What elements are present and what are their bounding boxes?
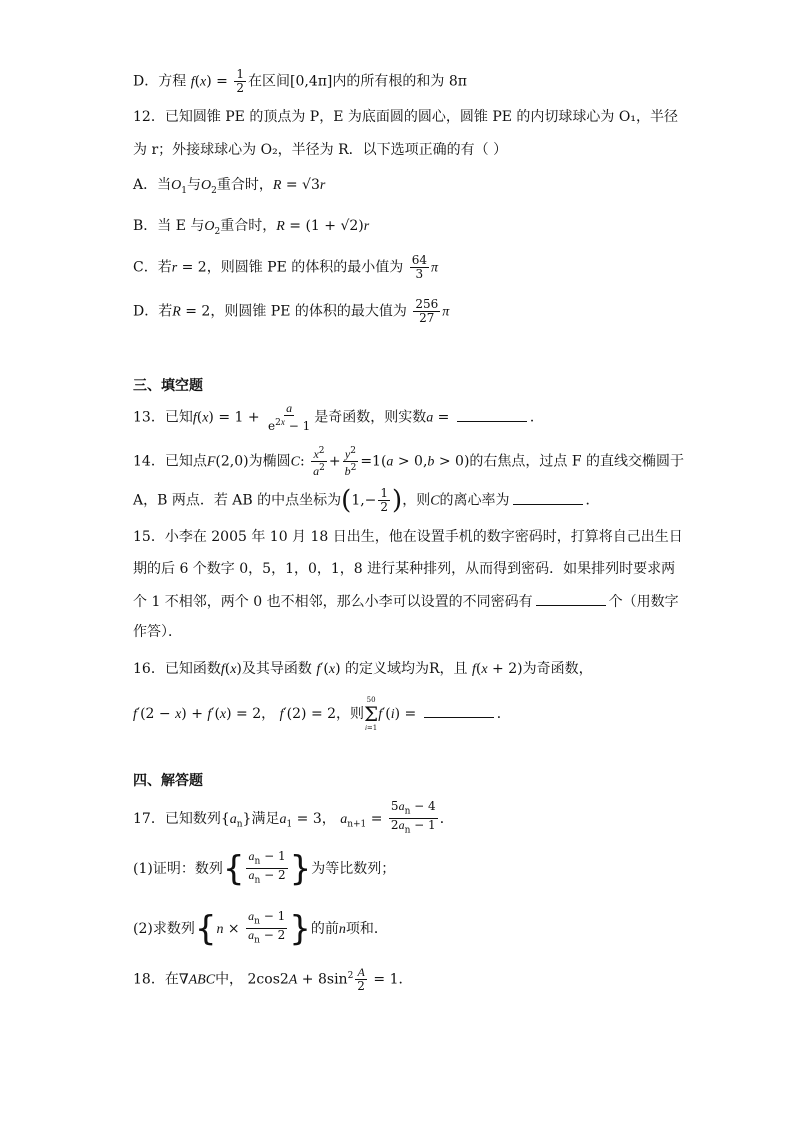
q16-answer-blank[interactable] xyxy=(424,703,494,718)
q13-answer-blank[interactable] xyxy=(457,407,527,422)
q15-line3: 个 1 不相邻，两个 0 也不相邻，那么小李可以设置的不同密码有 个（用数字 xyxy=(133,591,679,612)
fraction-half: $\frac{1}{2}$ xyxy=(236,67,244,95)
section-4-title: 四、解答题 xyxy=(133,773,203,789)
q12-option-c: C．若r = 2，则圆锥 PE 的体积的最小值为 $\frac{64}{3}$ π xyxy=(133,253,439,281)
q12-option-d: D．若R = 2，则圆锥 PE 的体积的最大值为 $\frac{256}{27}$ π xyxy=(133,297,450,325)
q15-line4: 作答）． xyxy=(133,624,182,640)
q11-option-d: D．方程 f(x) = $\frac{1}{2}$ 在区间[0,4π]内的所有根的和为 8π xyxy=(133,67,467,95)
q17-stem: 17．已知数列$\{a_n\}$满足$a_1 = 3$， $a_{n+1}$ = $\frac{5a_n - 4}{2a_n - 1}$ ． xyxy=(133,799,454,836)
q16-line1: 16．已知函数f(x)及其导函数 f′(x) 的定义域均为R，且 f(x + 2)为奇函数， xyxy=(133,661,593,677)
q17-part2: (2)求数列{n × $\frac{a_n - 1}{a_n - 2}$ }的前n项和． xyxy=(133,908,388,949)
q15-answer-blank[interactable] xyxy=(536,591,606,606)
q18-stem: 18．在∇ABC中， $2\cos 2A + 8\sin^2$ $\frac{A}{2}$ = 1． xyxy=(133,965,413,994)
q14-answer-blank[interactable] xyxy=(513,490,583,505)
section-3-title: 三、填空题 xyxy=(133,378,203,394)
q14-line2: A，B 两点．若 AB 的中点坐标为(1,− $\frac{1}{2}$ )，则C的离心率为 ． xyxy=(133,485,600,516)
q17-part1: (1)证明：数列{ $\frac{a_n - 1}{a_n - 2}$ }为等比数列； xyxy=(133,848,396,889)
summation-symbol: 50 Σ i=1 xyxy=(364,696,379,732)
q12-stem-line2: 为 r；外接球球心为 O₂，半径为 R．以下选项正确的有（ ） xyxy=(133,142,508,158)
q16-line2: f′(2 − x) + f′(x) = 2， f′(2) = 2，则 50 Σ i=1 f′(i) = ． xyxy=(133,696,511,732)
q12-stem-line1: 12．已知圆锥 PE 的顶点为 P，E 为底面圆的圆心，圆锥 PE 的内切球球心为 O₁，半径 xyxy=(133,109,678,125)
q15-line1: 15．小李在 2005 年 10 月 18 日出生，他在设置手机的数字密码时，打算将自己出生日 xyxy=(133,529,683,545)
q13: 13．已知f(x) = 1 + $\frac{a}{e^{2x} - 1}$ 是奇函数，则实数a = ． xyxy=(133,401,544,433)
q12-option-b: B．当 E 与$O_2$重合时，R = (1 + √2)r xyxy=(133,218,370,237)
q12-option-a: A．当$O_1$与$O_2$重合时，R = √3r xyxy=(133,177,326,196)
q14-line1: 14．已知点F(2,0)为椭圆C: $\frac{x^2}{a^2}$ + $\frac{y^2}{b^2}$ =1(a > 0,b > 0)的右焦点，过点 F 的直线交椭圆于 xyxy=(133,446,685,478)
q15-line2: 期的后 6 个数字 0，5，1，0，1，8 进行某种排列，从而得到密码．如果排列时要求两 xyxy=(133,561,676,577)
